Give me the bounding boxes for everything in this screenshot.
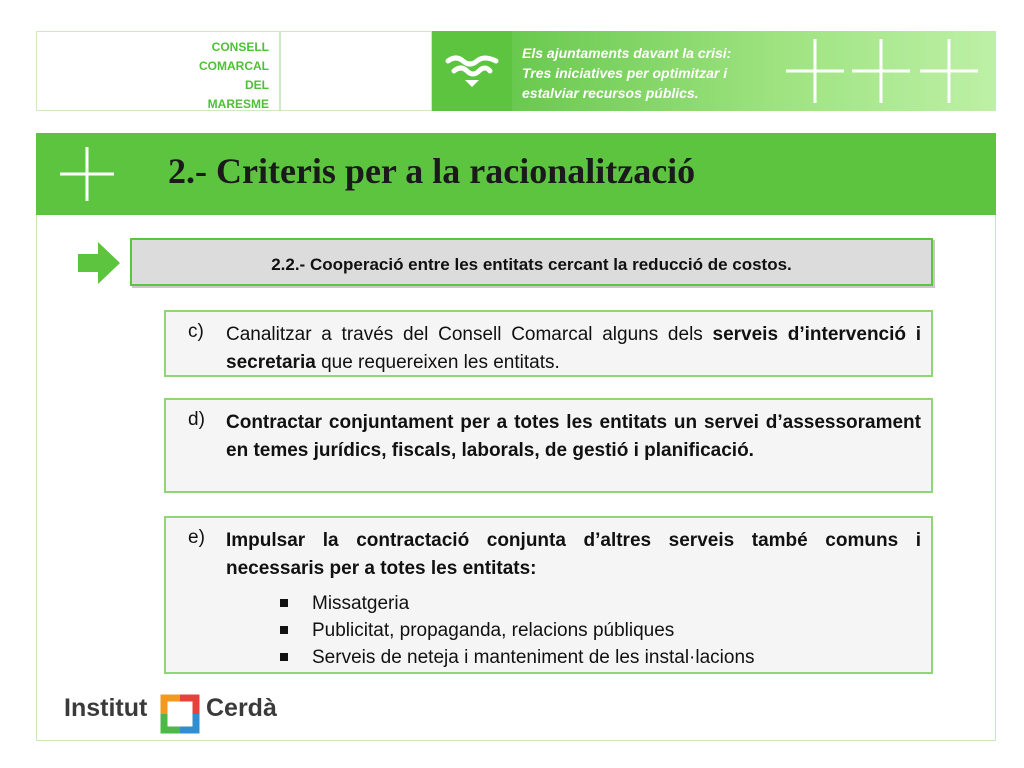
item-text: Canalitzar a través del Consell Comarcal alguns dels serveis d’intervenció i secretaria que requereixen les entitats. [226,324,922,373]
header-spacer [280,31,432,111]
plus-cross-icon [58,145,116,203]
section-subtitle-box [130,238,933,286]
cerda-logo-icon [160,694,200,734]
consell-comarcal-logo [36,31,280,111]
arrow-right-icon [76,240,122,286]
item-text: Impulsar la contractació conjunta d’altres serveis també comuns i necessaris per a totes les entitats: [226,530,921,579]
bullet-list [278,590,755,671]
list-item-d [164,398,933,493]
wave-emblem-icon [432,31,512,111]
item-letter: d) [188,409,205,430]
section-subtitle: 2.2.- Cooperació entre les entitats cercant la reducció de costos. [271,255,792,274]
bullet-item: Publicitat, propaganda, relacions públiques [278,617,755,644]
tagline-text: Els ajuntaments davant la crisi: Tres iniciatives per optimitzar i estalviar recursos públics. [522,45,732,101]
item-text: Contractar conjuntament per a totes les entitats un servei d’assessorament en temes jurídics, fiscals, laborals, de gestió i planificació. [226,412,921,461]
item-letter: c) [188,321,204,342]
plus-cross-icon [782,31,996,111]
consell-logo-text: CONSELL COMARCAL DEL MARESME [199,40,269,111]
item-letter: e) [188,527,205,548]
bullet-item: Missatgeria [278,590,755,617]
header-tagline-banner [512,31,996,111]
page-title: 2.- Criteris per a la racionalització [168,151,696,191]
bullet-item: Serveis de neteja i manteniment de les instal·lacions [278,644,755,671]
title-bar [36,133,996,215]
list-item-e [164,516,933,674]
list-item-c [164,310,933,377]
